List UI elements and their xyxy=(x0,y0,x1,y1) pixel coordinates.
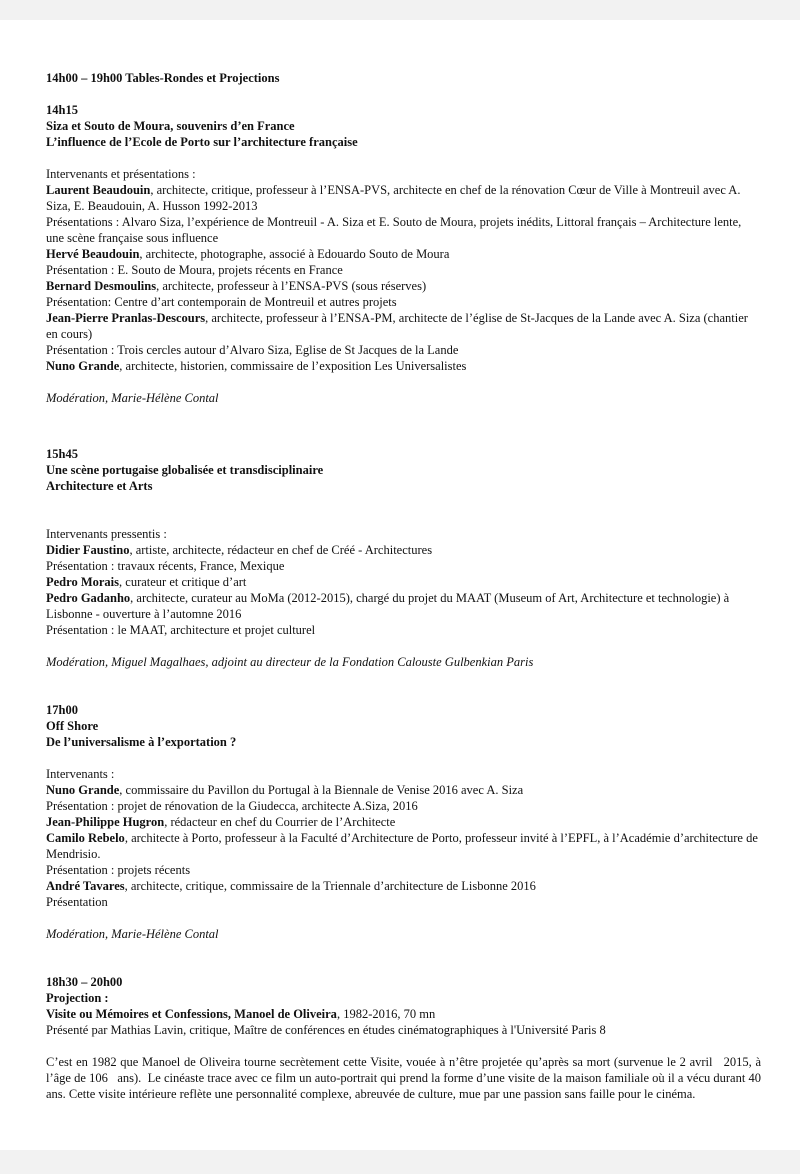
session-time: 17h00 xyxy=(46,703,78,717)
presentation-line: Présentations : Alvaro Siza, l’expérience de Montreuil - A. Siza et E. Souto de Moura, projets inédits, Littoral français – Architecture lente, une scène française sous influence xyxy=(46,215,742,245)
session-title: Off Shore xyxy=(46,719,99,733)
speaker-entry xyxy=(46,310,761,342)
presentation-line: Présentation : E. Souto de Moura, projets récents en France xyxy=(46,263,343,277)
session-time: 14h15 xyxy=(46,103,78,117)
presenter-line: Présenté par Mathias Lavin, critique, Maître de conférences en études cinématographiques à l'Université Paris 8 xyxy=(46,1023,606,1037)
presentation-line: Présentation : projet de rénovation de la Giudecca, architecte A.Siza, 2016 xyxy=(46,799,418,813)
speaker-description: , commissaire du Pavillon du Portugal à la Biennale de Venise 2016 avec A. Siza xyxy=(119,783,524,797)
speaker-entry xyxy=(46,358,761,374)
moderation-line: Modération, Miguel Magalhaes, adjoint au directeur de la Fondation Calouste Gulbenkian Paris xyxy=(46,655,534,669)
session-time: 18h30 – 20h00 xyxy=(46,975,123,989)
moderation-line: Modération, Marie-Hélène Contal xyxy=(46,927,219,941)
film-meta: , 1982-2016, 70 mn xyxy=(336,1007,436,1021)
speaker-entry xyxy=(46,830,761,862)
session-title: Une scène portugaise globalisée et transdisciplinaire xyxy=(46,463,324,477)
speaker-entry xyxy=(46,782,761,798)
document-content xyxy=(46,70,765,1102)
speaker-entry xyxy=(46,278,761,294)
speaker-name: Didier Faustino xyxy=(46,543,130,557)
speaker-entry xyxy=(46,542,761,558)
speaker-description: , architecte, photographe, associé à Edouardo Souto de Moura xyxy=(139,247,450,261)
session-1700 xyxy=(46,702,761,942)
speaker-name: Bernard Desmoulins xyxy=(46,279,157,293)
speaker-entry xyxy=(46,814,761,830)
speaker-name: Hervé Beaudouin xyxy=(46,247,140,261)
speaker-description: , architecte, curateur au MoMa (2012-2015), chargé du projet du MAAT (Museum of Art, Architecture et technologie) à Lisbonne - ouverture à l’automne 2016 xyxy=(46,591,730,621)
speaker-name: Pedro Gadanho xyxy=(46,591,131,605)
session-title: Projection : xyxy=(46,991,109,1005)
speaker-description: , architecte, critique, professeur à l’ENSA-PVS, architecte en chef de la rénovation Cœur de Ville à Montreuil avec A. Siza, E. Beaudouin, A. Husson 1992-2013 xyxy=(46,183,741,213)
film-line xyxy=(46,1006,761,1022)
speakers-intro: Intervenants pressentis : xyxy=(46,527,167,541)
presentation-line: Présentation : projets récents xyxy=(46,863,191,877)
speaker-name: Jean-Pierre Pranlas-Descours xyxy=(46,311,206,325)
speaker-description: , architecte, professeur à l’ENSA-PVS (sous réserves) xyxy=(156,279,427,293)
session-time: 15h45 xyxy=(46,447,78,461)
speaker-description: , architecte, historien, commissaire de l’exposition Les Universalistes xyxy=(119,359,467,373)
speaker-name: Camilo Rebelo xyxy=(46,831,125,845)
speaker-description: , artiste, architecte, rédacteur en chef de Créé - Architectures xyxy=(129,543,433,557)
speaker-description: , rédacteur en chef du Courrier de l’Architecte xyxy=(164,815,396,829)
presentation-line: Présentation xyxy=(46,895,108,909)
moderation-line: Modération, Marie-Hélène Contal xyxy=(46,391,219,405)
session-subtitle: De l’universalisme à l’exportation ? xyxy=(46,735,237,749)
speakers-intro: Intervenants : xyxy=(46,767,115,781)
speaker-description: , curateur et critique d’art xyxy=(119,575,247,589)
speaker-description: , architecte à Porto, professeur à la Faculté d’Architecture de Porto, professeur invité à l’EPFL, à l’Académie d’architecture de Mendrisio. xyxy=(46,831,758,861)
speaker-entry xyxy=(46,574,761,590)
session-1415 xyxy=(46,102,761,406)
session-1545 xyxy=(46,446,761,670)
speaker-description: , architecte, critique, commissaire de la Triennale d’architecture de Lisbonne 2016 xyxy=(124,879,536,893)
session-projection xyxy=(46,974,765,1102)
speaker-name: André Tavares xyxy=(46,879,125,893)
speaker-entry xyxy=(46,246,761,262)
speaker-name: Laurent Beaudouin xyxy=(46,183,151,197)
speaker-entry xyxy=(46,590,761,622)
program-header: 14h00 – 19h00 Tables-Rondes et Projections xyxy=(46,71,280,85)
speakers-intro: Intervenants et présentations : xyxy=(46,167,196,181)
film-title: Visite ou Mémoires et Confessions, Manoel de Oliveira xyxy=(46,1007,337,1021)
speaker-entry xyxy=(46,182,761,214)
session-title: Siza et Souto de Moura, souvenirs d’en France xyxy=(46,119,295,133)
presentation-line: Présentation: Centre d’art contemporain de Montreuil et autres projets xyxy=(46,295,397,309)
speaker-entry xyxy=(46,878,761,894)
speaker-name: Pedro Morais xyxy=(46,575,120,589)
film-description: C’est en 1982 que Manoel de Oliveira tourne secrètement cette Visite, vouée à n’être projetée qu’après sa mort (survenue le 2 avril 2015, à l’âge de 106 ans). Le cinéaste trace avec ce film un auto-portrait qui prend la forme d’une visite de la maison familiale où il a vécu durant 40 ans. Cette visite intérieure reflète une personnalité complexe, abreuvée de culture, mue par une passion sans faille pour le cinéma. xyxy=(46,1055,765,1101)
presentation-line: Présentation : travaux récents, France, Mexique xyxy=(46,559,285,573)
speaker-description: , architecte, professeur à l’ENSA-PM, architecte de l’église de St-Jacques de la Lande avec A. Siza (chantier en cours) xyxy=(46,311,748,341)
speaker-name: Jean-Philippe Hugron xyxy=(46,815,165,829)
presentation-line: Présentation : le MAAT, architecture et projet culturel xyxy=(46,623,316,637)
session-subtitle: Architecture et Arts xyxy=(46,479,153,493)
session-subtitle: L’influence de l’Ecole de Porto sur l’architecture française xyxy=(46,135,358,149)
document-page xyxy=(0,20,800,1150)
speaker-name: Nuno Grande xyxy=(46,359,120,373)
speaker-name: Nuno Grande xyxy=(46,783,120,797)
presentation-line: Présentation : Trois cercles autour d’Alvaro Siza, Eglise de St Jacques de la Lande xyxy=(46,343,459,357)
